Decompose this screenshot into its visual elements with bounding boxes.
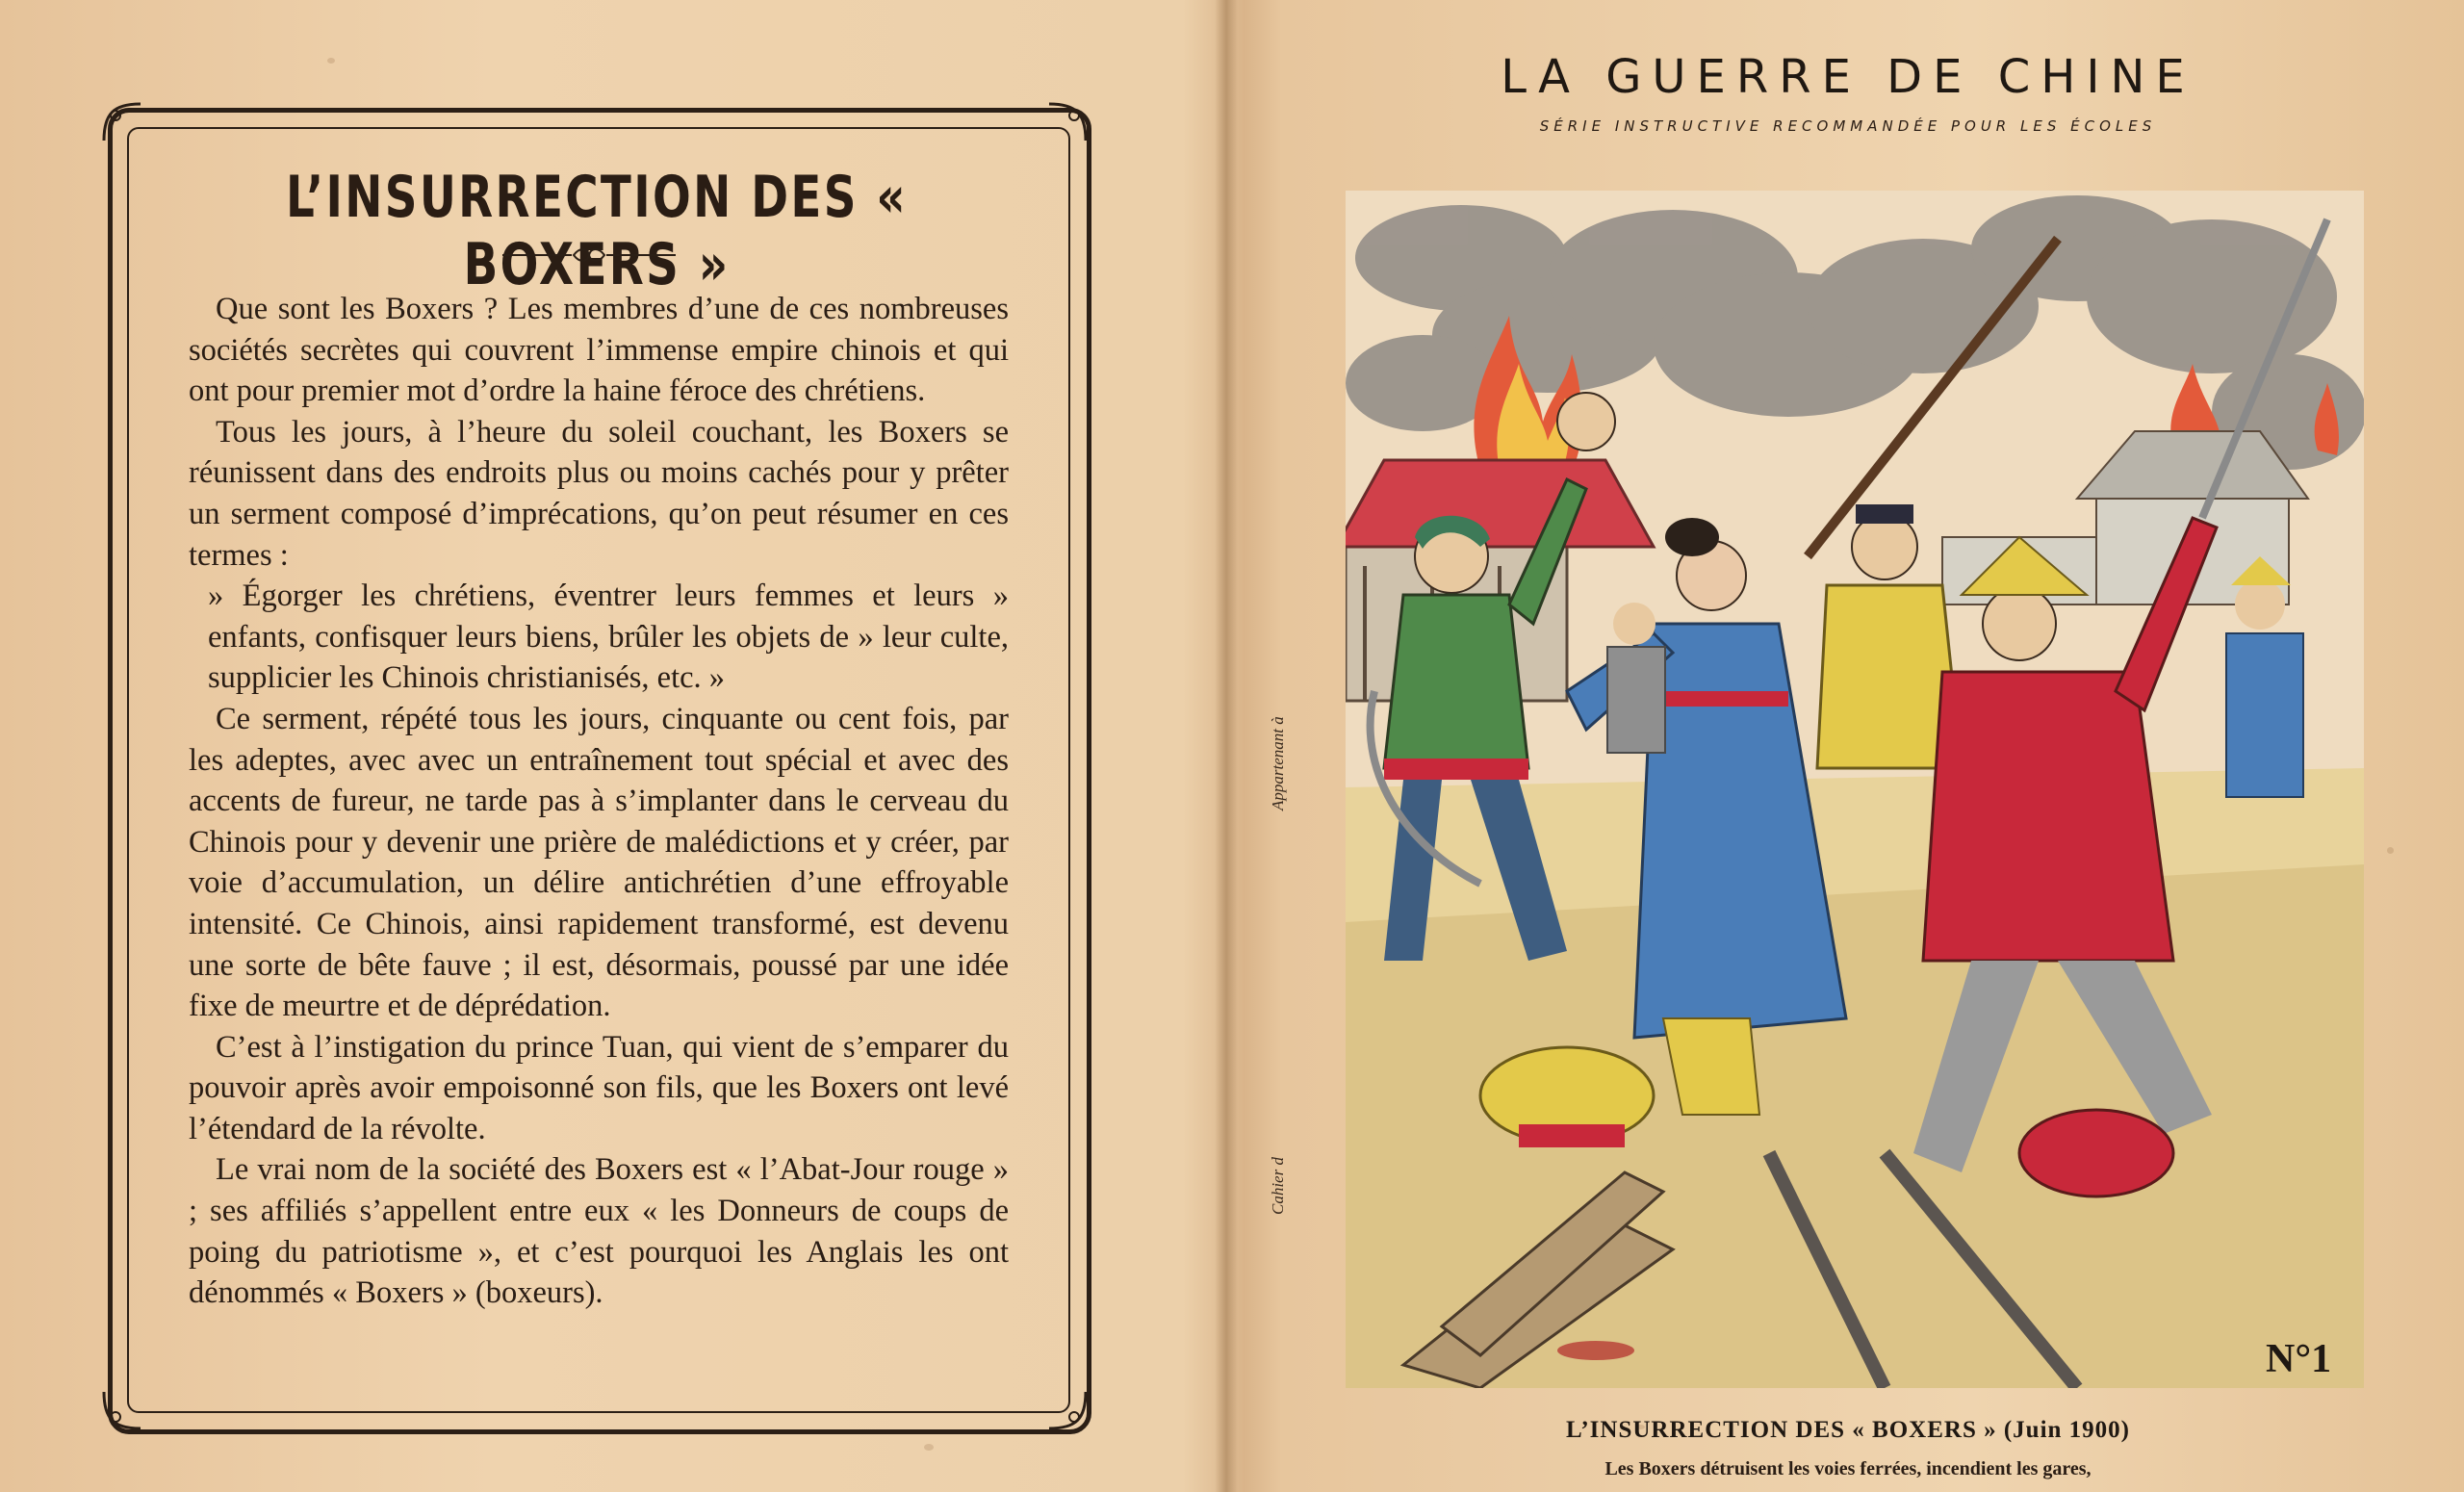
boxer-rebellion-illustration (1346, 191, 2364, 1388)
left-page (0, 0, 1222, 1492)
section-heading: L’INSURRECTION DES « BOXERS » (286, 164, 908, 298)
paragraph: Le vrai nom de la société des Boxers est « l’Abat-Jour rouge » ; ses affiliés s’appellent entre eux « les Donneurs de coups de poing du patriotisme », et c’est pourquoi les Anglais les ont dénommés « Boxers » (boxeurs). (189, 1152, 1009, 1311)
paper-speck (2387, 847, 2394, 854)
series-subtitle: SÉRIE INSTRUCTIVE RECOMMANDÉE POUR LES ÉCOLES (1539, 117, 2157, 135)
corner-ornament (1045, 100, 1090, 144)
oath-quote: » Égorger les chrétiens, éventrer leurs femmes et leurs » enfants, confisquer leurs biens, brûler les objets de » leur culte, supplicier les Chinois christianisés, etc. » (208, 579, 1009, 696)
paragraph: Ce serment, répété tous les jours, cinquante ou cent fois, par les adeptes, avec avec un entraînement tout spécial et avec des accents de fureur, ne tarde pas à s’implanter dans le cerveau du Chinois pour y devenir une prière de malédictions et y créer, par voie d’accumulation, un délire antichrétien d’une effroyable intensité. Ce Chinois, ainsi rapidement transformé, est devenu une sorte de bête fauve ; il est, désormais, poussé par une idée fixe de meurtre et de déprédation. (189, 701, 1009, 1024)
paragraph: Tous les jours, à l’heure du soleil couchant, les Boxers se réunissent dans des endroits plus ou moins cachés pour y prêter un serment composé d’imprécations, qu’on peut résumer en ces termes : (189, 414, 1009, 573)
corner-ornament (100, 1388, 144, 1432)
article-body (189, 289, 1009, 1314)
title-divider-ornament (502, 244, 676, 266)
caption-text: Les Boxers détruisent les voies ferrées, incendient les gares, (1604, 1458, 2092, 1479)
corner-ornament (1045, 1388, 1090, 1432)
corner-ornament (100, 100, 144, 144)
paragraph: C’est à l’instigation du prince Tuan, qui vient de s’emparer du pouvoir après avoir empoisonné son fils, que les Boxers ont levé l’étendard de la révolte. (189, 1029, 1009, 1146)
plate-number: N°1 (2266, 1337, 2332, 1381)
caption-title: L’INSURRECTION DES « BOXERS » (Juin 1900) (1565, 1417, 2131, 1443)
owner-label: Appartenant à (1269, 716, 1287, 810)
paragraph: Que sont les Boxers ? Les membres d’une de ces nombreuses sociétés secrètes qui couvrent l’immense empire chinois et qui ont pour premier mot d’ordre la haine féroce des chrétiens. (189, 292, 1009, 409)
notebook-label: Cahier d (1269, 1157, 1287, 1215)
series-title: LA GUERRE DE CHINE (1501, 50, 2195, 104)
